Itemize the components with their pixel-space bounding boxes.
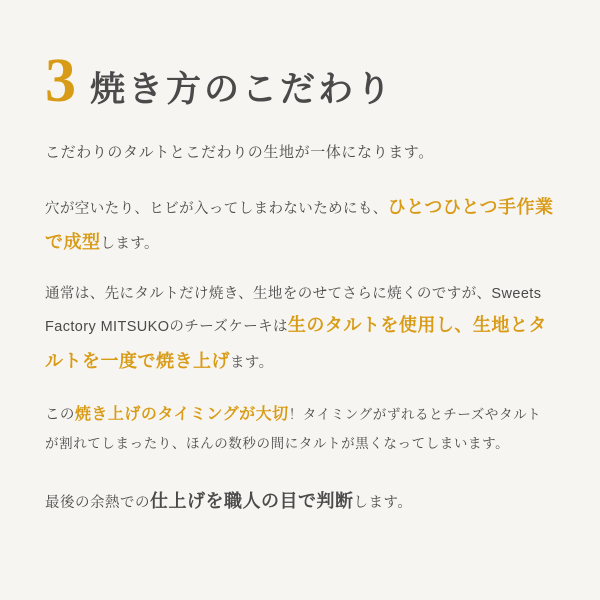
paragraph-two-text-a: 通常は、先にタルトだけ焼き、生地をのせてさらに焼くのですが、Sweets Factory MITSUKOのチーズケーキは — [45, 286, 542, 336]
paragraph-one-highlight: ひとつひとつ手作業で成型 — [45, 197, 554, 253]
paragraph-three-text-b: ！タイミングがずれるとチーズやタルトが割れてしまったり、ほんの数秒の間にタルトが黒くなってしまいます。 — [45, 406, 542, 451]
paragraph-three — [45, 399, 555, 458]
paragraph-three-highlight: 焼き上げのタイミングが大切 — [74, 405, 289, 423]
paragraph-two-text-b: ます。 — [230, 354, 274, 371]
paragraph-four-highlight: 仕上げを職人の目で判断 — [150, 491, 354, 512]
intro-paragraph — [45, 138, 555, 168]
section-heading — [45, 47, 555, 115]
paragraph-one-text-a: 穴が空いたり、ヒビが入ってしまわないためにも、 — [45, 201, 388, 217]
paragraph-one — [45, 190, 555, 260]
paragraph-two-highlight: 生のタルトを使用し、生地とタルトを一度で焼き上げ — [45, 315, 547, 371]
paragraph-four-text-b: します。 — [353, 495, 413, 512]
paragraph-two — [45, 280, 555, 378]
intro-text: こだわりのタルトとこだわりの生地が一体になります。 — [45, 144, 434, 161]
section-number: 3 — [45, 47, 76, 115]
paragraph-three-text-a: この — [45, 406, 75, 423]
paragraph-four — [45, 484, 555, 518]
paragraph-four-text-a: 最後の余熱での — [45, 495, 150, 512]
paragraph-one-text-b: します。 — [100, 236, 159, 253]
section-title: 焼き方のこだわり — [90, 70, 395, 109]
